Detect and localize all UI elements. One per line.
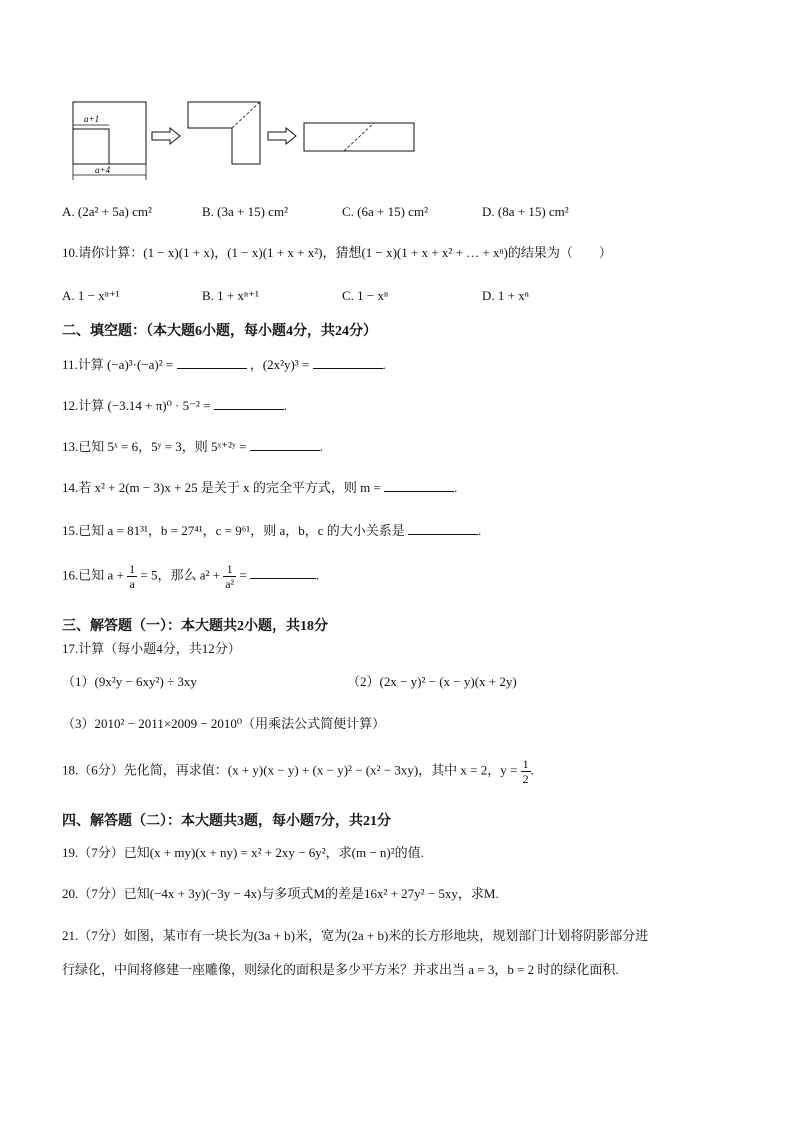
q19: 19.（7分）已知(x + my)(x + ny) = x² + 2xy − 6y²，求(m − n)²的值. xyxy=(62,845,424,860)
q21-line-2: 行绿化，中间将修建一座雕像，则绿化的面积是多少平方米？并求出当 a = 3，b = 2 时的绿化面积. xyxy=(62,962,619,977)
q10-option-b: B. 1 + xⁿ⁺¹ xyxy=(202,288,259,303)
answer-blank[interactable] xyxy=(384,477,454,492)
section-4-heading: 四、解答题（二）：本大题共3题，每小题7分，共21分 xyxy=(62,814,391,829)
answer-blank[interactable] xyxy=(250,436,320,451)
q15-part-a: 15.已知 a = 81³¹，b = 27⁴¹，c = 9⁶¹，则 a，b，c 的大小关系是 xyxy=(62,523,405,538)
label-a-plus-4: a+4 xyxy=(95,165,111,175)
q11-part-a: 11.计算 (−a)³·(−a)² = xyxy=(62,357,174,372)
q10-stem: 10.请你计算：(1 − x)(1 + x)，(1 − x)(1 + x + x²)，猜想(1 − x)(1 + x + x² + … + xⁿ)的结果为（ ） xyxy=(62,245,612,260)
transform-figure xyxy=(60,98,420,186)
section-2-heading: 二、填空题：（本大题6小题，每小题4分，共24分） xyxy=(62,324,377,339)
period: . xyxy=(315,567,320,583)
q18-stem: 18.（6分）先化简，再求值：(x + y)(x − y) + (x − y)² − (x² − 3xy)，其中 x = 2，y = xyxy=(62,762,518,778)
fraction-1-over-2: $\frac{1}{2}$ xyxy=(522,757,529,786)
q10-option-a: A. 1 − xⁿ⁺¹ xyxy=(62,288,120,303)
answer-blank[interactable] xyxy=(313,354,383,369)
answer-blank[interactable] xyxy=(250,564,316,579)
q11 xyxy=(62,354,386,374)
period: . xyxy=(283,398,288,413)
q10-option-d: D. 1 + xⁿ xyxy=(482,288,529,303)
label-a-plus-1: a+1 xyxy=(84,114,100,124)
q16-equals: = xyxy=(239,567,247,583)
arrow-right-icon xyxy=(152,128,180,144)
q13 xyxy=(62,436,323,456)
q11-part-b: ，(2x²y)³ = xyxy=(249,357,310,372)
q9-option-b: B. (3a + 15) cm² xyxy=(202,204,288,219)
period: . xyxy=(382,357,386,372)
q18 xyxy=(62,757,534,786)
q21-line-1: 21.（7分）如图，某市有一块长为(3a + b)米，宽为(2a + b)米的长方形地块，规划部门计划将阴影部分进 xyxy=(62,928,649,943)
q14 xyxy=(62,477,457,497)
q14-part-a: 14.若 x² + 2(m − 3)x + 25 是关于 x 的完全平方式，则 m = xyxy=(62,480,381,495)
l-shape xyxy=(188,102,260,164)
q10-option-c: C. 1 − xⁿ xyxy=(342,288,389,303)
fraction-1-over-a: $\frac{1}{a}$ xyxy=(129,562,136,591)
q12 xyxy=(62,395,287,415)
q15 xyxy=(62,520,481,540)
q17-part-3: （3）2010² − 2011×2009 − 2010⁰（用乘法公式简便计算） xyxy=(62,716,386,731)
fraction-1-over-a2: $\frac{1}{\text{a²}}$ xyxy=(225,562,235,591)
q13-part-a: 13.已知 5ˣ = 6，5ʸ = 3，则 5ˣ⁺²ʸ = xyxy=(62,439,247,454)
q17-stem: 17.计算（每小题4分，共12分） xyxy=(62,641,241,656)
q12-part-a: 12.计算 (−3.14 + π)⁰ · 5⁻² = xyxy=(62,398,211,413)
period: . xyxy=(454,480,458,495)
period: . xyxy=(530,762,534,778)
answer-blank[interactable] xyxy=(214,395,284,410)
q9-option-c: C. (6a + 15) cm² xyxy=(342,204,428,219)
q17-part-1: （1）(9x²y − 6xy²) ÷ 3xy xyxy=(62,674,197,689)
q16-part-a: 16.已知 a + xyxy=(62,567,124,583)
q9-option-a: A. (2a² + 5a) cm² xyxy=(62,204,152,219)
arrow-right-icon xyxy=(268,128,296,144)
q9-option-d: D. (8a + 15) cm² xyxy=(482,204,569,219)
answer-blank[interactable] xyxy=(408,520,478,535)
period: . xyxy=(477,523,482,538)
answer-blank[interactable] xyxy=(177,354,247,369)
q20: 20.（7分）已知(−4x + 3y)(−3y − 4x)与多项式M的差是16x² + 27y² − 5xy，求M. xyxy=(62,886,499,901)
q16-part-b: = 5，那么 a² + xyxy=(140,567,220,583)
small-square xyxy=(73,129,109,164)
section-3-heading: 三、解答题（一）：本大题共2小题，共18分 xyxy=(62,619,328,634)
q16 xyxy=(62,562,319,591)
period: . xyxy=(319,439,323,454)
q17-part-2: （2）(2x − y)² − (x − y)(x + 2y) xyxy=(347,674,517,689)
